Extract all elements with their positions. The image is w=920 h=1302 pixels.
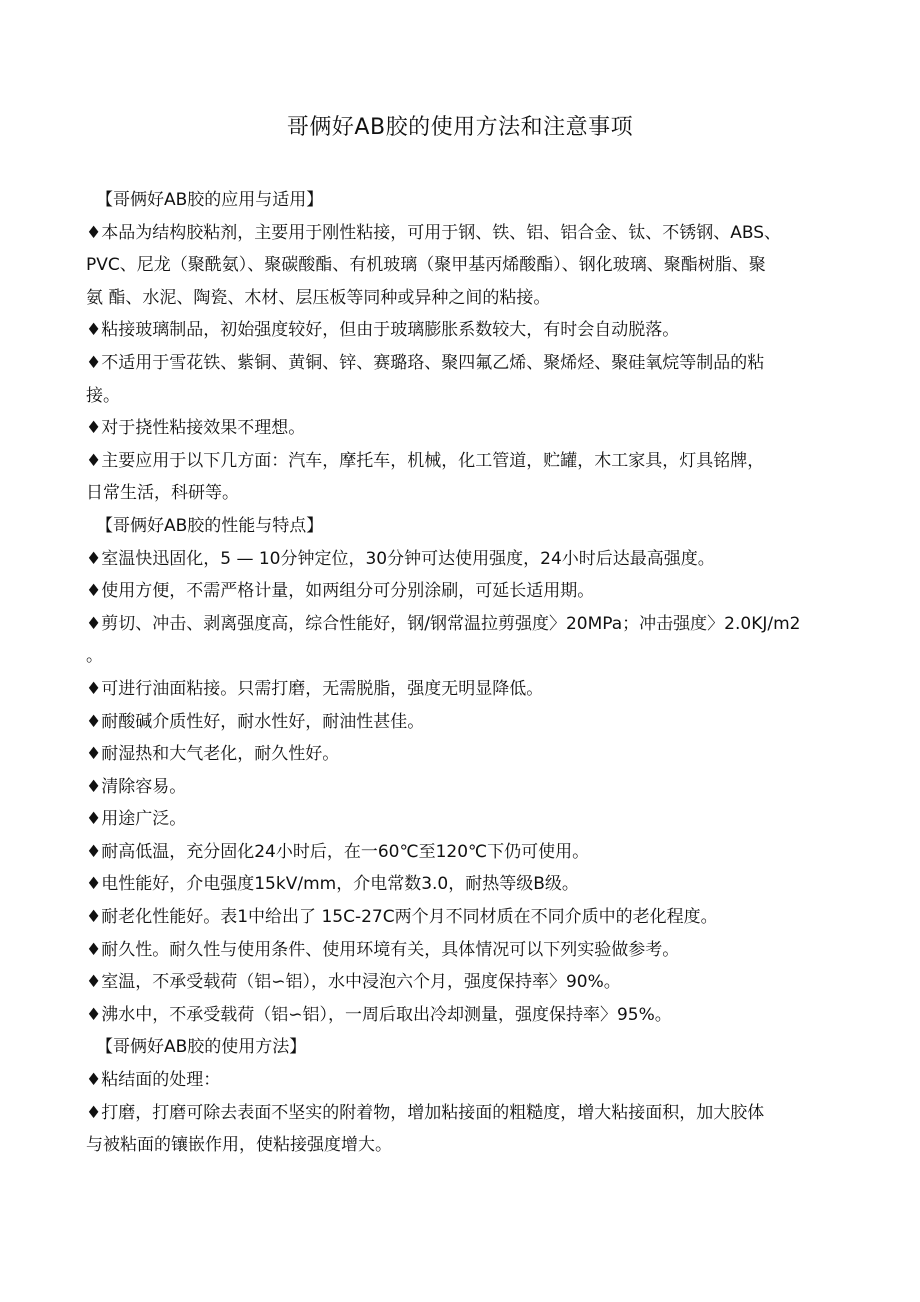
text-line: 接。 — [86, 385, 120, 406]
text-line: 日常生活，科研等。 — [86, 483, 239, 504]
text-line: ♦耐高低温，充分固化24小时后，在一60℃至120℃下仍可使用。 — [86, 841, 590, 862]
text-line: ♦电性能好，介电强度15kV/mm，介电常数3.0，耐热等级B级。 — [86, 874, 579, 895]
document-title: 哥俩好AB胶的使用方法和注意事项 — [286, 115, 634, 140]
section-heading: 【哥俩好AB胶的使用方法】 — [96, 1037, 307, 1058]
text-line: ♦室温快迅固化，5 — 10分钟定位，30分钟可达使用强度，24小时后达最高强度。 — [86, 548, 715, 569]
text-line: ♦用途广泛。 — [86, 809, 187, 830]
text-line: ♦耐久性。耐久性与使用条件、使用环境有关，具体情况可以下列实验做参考。 — [86, 939, 680, 960]
text-line: ♦粘接玻璃制品，初始强度较好，但由于玻璃膨胀系数较大，有时会自动脱落。 — [86, 320, 680, 341]
text-line: PVC、尼龙（聚酰氨）、聚碳酸酯、有机玻璃（聚甲基丙烯酸酯）、钢化玻璃、聚酯树脂、聚 — [86, 255, 766, 276]
text-line: ♦打磨，打磨可除去表面不坚实的附着物，增加粘接面的粗糙度，增大粘接面积，加大胶体 — [86, 1102, 765, 1123]
text-line: 与被粘面的镶嵌作用，使粘接强度增大。 — [86, 1135, 392, 1156]
text-line: ♦室温，不承受载荷（铝∽铝），水中浸泡六个月，强度保持率〉90%。 — [86, 972, 621, 993]
text-line: ♦不适用于雪花铁、紫铜、黄铜、锌、赛璐珞、聚四氟乙烯、聚烯烃、聚硅氧烷等制品的粘 — [86, 352, 765, 373]
text-line: ♦耐老化性能好。表1中给出了 15C-27C两个月不同材质在不同介质中的老化程度。 — [86, 907, 718, 928]
text-line: ♦耐湿热和大气老化，耐久性好。 — [86, 744, 340, 765]
section-heading: 【哥俩好AB胶的应用与适用】 — [96, 190, 324, 210]
text-line: 氨 酯、水泥、陶瓷、木材、层压板等同种或异种之间的粘接。 — [86, 287, 551, 308]
text-line: ♦耐酸碱介质性好，耐水性好，耐油性甚佳。 — [86, 711, 425, 732]
text-line: ♦清除容易。 — [86, 776, 187, 797]
text-line: ♦主要应用于以下几方面：汽车，摩托车，机械，化工管道，贮罐，木工家具，灯具铭牌， — [86, 450, 765, 471]
text-line: ♦粘结面的处理： — [86, 1070, 221, 1091]
text-line: ♦对于挠性粘接效果不理想。 — [86, 418, 306, 439]
section-heading: 【哥俩好AB胶的性能与特点】 — [96, 515, 324, 536]
text-line: ♦可进行油面粘接。只需打磨，无需脱脂，强度无明显降低。 — [86, 678, 544, 699]
text-line: ♦本品为结构胶粘剂，主要用于刚性粘接，可用于钢、铁、铝、铝合金、钛、不锈钢、ABS、 — [86, 222, 782, 243]
text-line: ♦使用方便，不需严格计量，如两组分可分别涂刷，可延长适用期。 — [86, 581, 595, 602]
document-body — [86, 184, 856, 1162]
text-line: 。 — [86, 646, 103, 667]
text-line: ♦剪切、冲击、剥离强度高，综合性能好，钢/钢常温拉剪强度〉20MPa；冲击强度〉2.0KJ/m2 — [86, 613, 801, 634]
text-line: ♦沸水中，不承受载荷（铝∽铝），一周后取出冷却测量，强度保持率〉95%。 — [86, 1004, 672, 1025]
